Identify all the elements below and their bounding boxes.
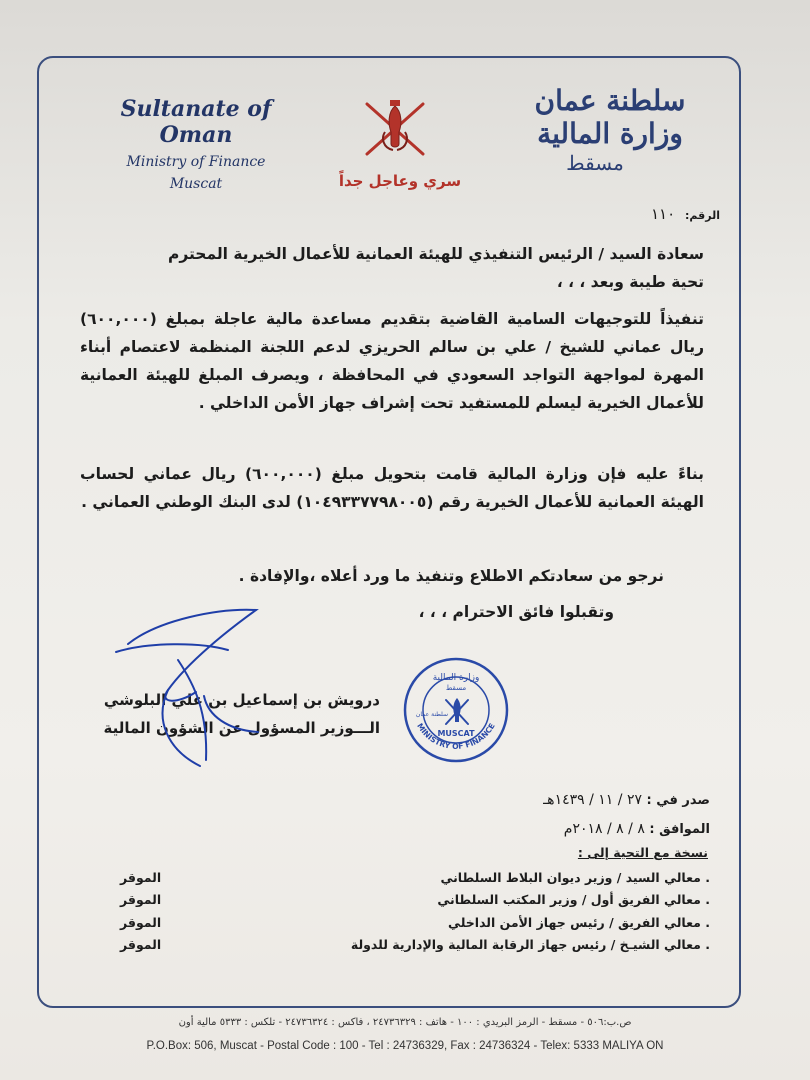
- en-country-title: Sultanate of Oman: [120, 96, 272, 148]
- copy-honorific: الموقر: [120, 892, 162, 908]
- seal-country-ar: سلطنة عمان: [415, 711, 449, 718]
- list-item: [120, 934, 710, 957]
- letter-addressee-block: [80, 240, 704, 296]
- reference-number: [651, 205, 720, 223]
- en-city-name: Muscat: [169, 176, 223, 192]
- top-ornament: [338, 44, 448, 62]
- list-item: [120, 889, 710, 912]
- ar-ministry-name: وزارة المالية: [537, 117, 683, 150]
- classification-label: سري وعاجل جداً: [338, 172, 462, 190]
- letter-request-line: نرجو من سعادتكم الاطلاع وتنفيذ ما ورد أعلاه ،والإفادة .: [238, 567, 664, 585]
- copies-heading: نسخة مع التحية إلى :: [577, 845, 708, 860]
- seal-city-ar: مسقط: [445, 684, 467, 692]
- list-item: [120, 866, 710, 889]
- corresponding-date-value: ٨ / ٨ / ٢٠١٨م: [563, 821, 645, 837]
- letter-regards-line: وتقبلوا فائق الاحترام ، ، ،: [418, 603, 614, 621]
- addressee-line: سعادة السيد / الرئيس التنفيذي للهيئة العمانية للأعمال الخيرية المحترم: [167, 245, 704, 263]
- copy-recipient: . معالي الفريق أول / وزير المكتب السلطاني: [437, 892, 710, 908]
- corresponding-date-label: الموافق :: [649, 822, 710, 837]
- list-item: [120, 911, 710, 934]
- letter-paragraph-1: تنفيذاً للتوجيهات السامية القاضية بتقديم مساعدة مالية عاجلة بمبلغ (٦٠٠,٠٠٠) ريال عماني للشيخ / علي بن سالم الحريزي لدعم اللجنة المنظمة لاعتصام أبناء المهرة لمواجهة التواجد السعودي في المحافظة ، ويصرف المبلغ للهيئة العمانية للأعمال الخيرية ليسلم للمستفيد تحت إشراف جهاز الأمن الداخلي .: [80, 310, 704, 412]
- oman-emblem-icon: [355, 92, 435, 162]
- english-letterhead: [96, 96, 296, 192]
- copy-honorific: الموقر: [120, 869, 162, 885]
- corresponding-date-row: [390, 815, 710, 844]
- ar-country-title: سلطنة عمان: [534, 84, 686, 117]
- signatory-title: الـــوزير المسؤول عن الشؤون المالية: [103, 719, 380, 737]
- issued-date-label: صدر في :: [646, 793, 710, 808]
- ar-city-name: مسقط: [566, 151, 624, 175]
- reference-value: ١١٠: [651, 205, 676, 223]
- issued-date-value: ٢٧ / ١١ / ١٤٣٩هـ: [543, 792, 642, 808]
- seal-ministry-en: MINISTRY OF FINANCE: [415, 721, 497, 751]
- footer-english-contact: P.O.Box: 506, Muscat - Postal Code : 100 - Tel : 24736329, Fax : 24736324 - Telex: 5333 MALIYA ON: [146, 1040, 664, 1052]
- en-ministry-name: Ministry of Finance: [126, 154, 266, 170]
- handwritten-signature-icon: [108, 600, 268, 770]
- copies-list: [120, 845, 710, 956]
- date-block: [390, 786, 710, 844]
- ministry-seal-icon: [402, 656, 510, 764]
- issued-date-row: [390, 786, 710, 815]
- copy-honorific: الموقر: [120, 937, 162, 953]
- copy-recipient: . معالي الشيـخ / رئيس جهاز الرقابة المالية والإدارية للدولة: [350, 937, 710, 953]
- letter-paragraph-2: بناءً عليه فإن وزارة المالية قامت بتحويل مبلغ (٦٠٠,٠٠٠) ريال عماني لحساب الهيئة العمانية للأعمال الخيرية رقم (١٠٤٩٣٣٧٧٩٨٠٠٥) لدى البنك الوطني العماني .: [80, 465, 704, 511]
- reference-label: الرقم:: [685, 209, 720, 222]
- footer-arabic-contact: ص.ب:٥٠٦ - مسقط - الرمز البريدي : ١٠٠ - هاتف : ٢٤٧٣٦٣٢٩ ، فاكس : ٢٤٧٣٦٣٢٤ - تلكس : ٥٣٣٣ مالية أون: [178, 1017, 632, 1028]
- seal-ministry-ar: وزارة المالية: [432, 673, 480, 683]
- copy-honorific: الموقر: [120, 914, 162, 930]
- copy-recipient: . معالي السيد / وزير ديوان البلاط السلطاني: [440, 869, 710, 885]
- signatory-name: درويش بن إسماعيل بن علي البلوشي: [103, 691, 380, 709]
- seal-city-en: MUSCAT: [437, 729, 475, 738]
- copy-recipient: . معالي الفريق / رئيس جهاز الأمن الداخلي: [448, 914, 710, 930]
- arabic-letterhead: [510, 84, 710, 176]
- greeting-line: تحية طيبة وبعد ، ، ،: [556, 273, 704, 291]
